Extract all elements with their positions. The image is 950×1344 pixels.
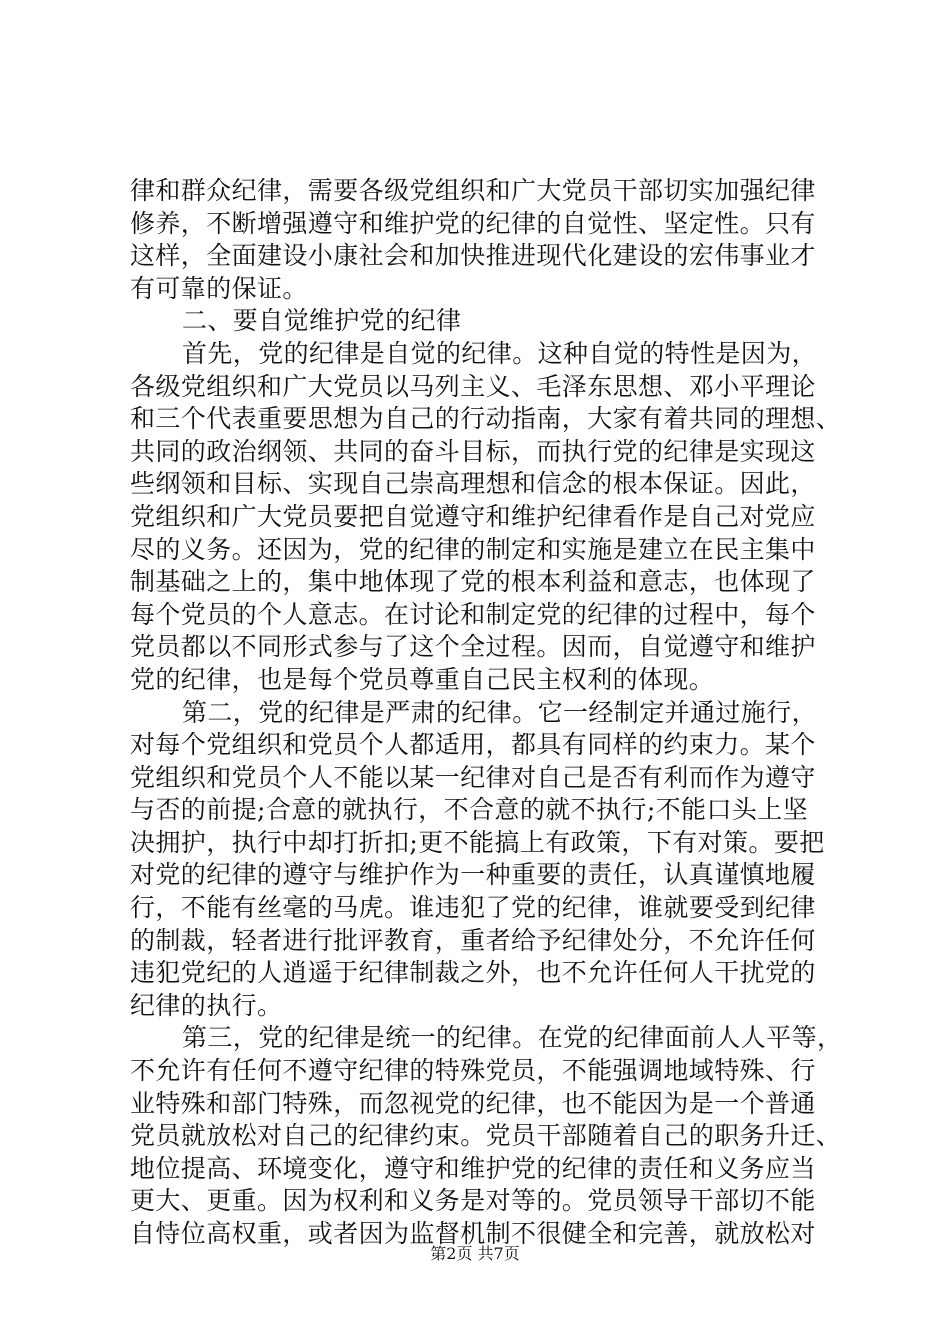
text-line: 修养，不断增强遵守和维护党的纪律的自觉性、坚定性。只有 [130,208,816,238]
text-line: 对党的纪律的遵守与维护作为一种重要的责任，认真谨慎地履 [130,860,816,890]
text-line: 不允许有任何不遵守纪律的特殊党员，不能强调地域特殊、行 [130,1056,816,1086]
text-line: 行，不能有丝毫的马虎。谁违犯了党的纪律，谁就要受到纪律 [130,893,816,923]
text-line: 共同的政治纲领、共同的奋斗目标，而执行党的纪律是实现这 [130,436,816,466]
text-line: 尽的义务。还因为，党的纪律的制定和实施是建立在民主集中 [130,534,816,564]
text-line: 和三个代表重要思想为自己的行动指南，大家有着共同的理想、 [130,404,842,434]
text-line: 党组织和广大党员要把自觉遵守和维护纪律看作是自己对党应 [130,501,816,531]
document-body [130,175,843,1251]
text-line: 更大、更重。因为权利和义务是对等的。党员领导干部切不能 [130,1186,816,1216]
text-line: 业特殊和部门特殊，而忽视党的纪律，也不能因为是一个普通 [130,1088,816,1118]
text-line: 地位提高、环境变化，遵守和维护党的纪律的责任和义务应当 [130,1153,816,1183]
text-line: 决拥护，执行中却打折扣;更不能搞上有政策，下有对策。要把 [130,827,825,857]
text-line: 第二，党的纪律是严肃的纪律。它一经制定并通过施行， [182,697,818,727]
text-line: 制基础之上的，集中地体现了党的根本利益和意志，也体现了 [130,567,816,597]
text-line: 党员都以不同形式参与了这个全过程。因而，自觉遵守和维护 [130,632,816,662]
text-line: 第三，党的纪律是统一的纪律。在党的纪律面前人人平等， [182,1023,843,1053]
text-line: 党员就放松对自己的纪律约束。党员干部随着自己的职务升迁、 [130,1121,842,1151]
text-line: 党的纪律，也是每个党员尊重自己民主权利的体现。 [130,664,715,694]
text-line: 的制裁，轻者进行批评教育，重者给予纪律处分，不允许任何 [130,925,816,955]
text-line: 党组织和党员个人不能以某一纪律对自己是否有利而作为遵守 [130,762,816,792]
text-line: 首先，党的纪律是自觉的纪律。这种自觉的特性是因为， [182,338,818,368]
text-line: 对每个党组织和党员个人都适用，都具有同样的约束力。某个 [130,730,816,760]
text-line: 自恃位高权重，或者因为监督机制不很健全和完善，就放松对 [130,1219,816,1248]
section-heading: 二、要自觉维护党的纪律 [182,306,462,336]
text-line: 纪律的执行。 [130,990,283,1020]
text-line: 与否的前提;合意的就执行，不合意的就不执行;不能口头上坚 [130,795,809,825]
text-line: 违犯党纪的人逍遥于纪律制裁之外，也不允许任何人干扰党的 [130,958,816,988]
text-line: 律和群众纪律，需要各级党组织和广大党员干部切实加强纪律 [130,176,816,205]
text-line: 各级党组织和广大党员以马列主义、毛泽东思想、邓小平理论 [130,371,816,401]
text-line: 这样，全面建设小康社会和加快推进现代化建设的宏伟事业才 [130,241,816,271]
text-line: 些纲领和目标、实现自己崇高理想和信念的根本保证。因此， [130,469,816,499]
page-number-footer: 第2页 共7页 [430,1244,520,1263]
text-line: 有可靠的保证。 [130,273,308,303]
text-line: 每个党员的个人意志。在讨论和制定党的纪律的过程中，每个 [130,599,816,629]
